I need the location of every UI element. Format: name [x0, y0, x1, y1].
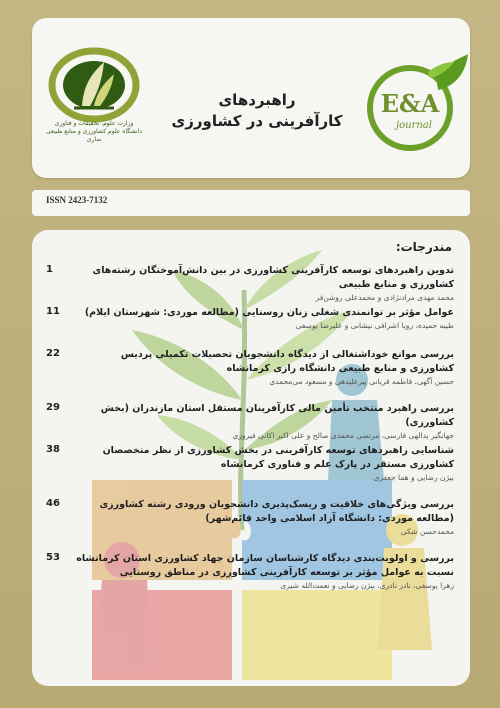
toc-entry[interactable]	[46, 306, 454, 331]
toc-article-title: بررسی ویژگی‌های خلاقیت و ریسک‌پذیری دانشجویان ورودی رشته کشاورزی (مطالعه موردی: دانشگاه آزاد اسلامی واحد قائم‌شهر)	[99, 499, 454, 524]
title-line-1: راهبردهای	[218, 91, 296, 109]
toc-article-title: بررسی و اولویت‌بندی دیدگاه کارشناسان سازمان جهاد کشاورزی استان کرمانشاه نسبت به عوامل مؤثر بر توسعه کارآفرینی کشاورزی در مناطق روستایی	[76, 553, 454, 578]
toc-content	[32, 230, 470, 686]
toc-entry[interactable]	[46, 348, 454, 387]
title-line-2: کارآفرینی در کشاورزی	[171, 112, 343, 130]
toc-page-number: 38	[46, 444, 60, 455]
journal-logo-subtext: journal	[396, 120, 432, 131]
table-of-contents	[32, 230, 470, 686]
journal-logo-text: E&A	[380, 89, 440, 118]
logo-caption-line-2: دانشگاه علوم کشاورزی و منابع طبیعی ساری	[46, 128, 142, 143]
toc-article-title: شناسایی راهبردهای توسعه کارآفرینی در بخش کشاورزی از نظر متخصصان کشاورزی مستقر در پارک علم و فناوری کرمانشاه	[102, 445, 454, 470]
toc-article-authors: زهرا یوسفی، نادر نادری، بیژن رضایی و نعمت‌الله شیری	[280, 581, 454, 590]
toc-entry[interactable]	[46, 498, 454, 537]
toc-article-authors: جهانگیر یدالهی فارسی، مرتضی محمدی صالح و علی اکبر اکانی فیروزی	[232, 431, 454, 440]
toc-entry[interactable]	[46, 552, 454, 591]
toc-page-number: 22	[46, 348, 60, 359]
toc-entry[interactable]	[46, 402, 454, 441]
toc-page-number: 11	[46, 306, 60, 317]
toc-entry[interactable]	[46, 444, 454, 483]
issn-text: ISSN 2423-7132	[46, 195, 108, 205]
toc-page-number: 53	[46, 552, 60, 563]
toc-heading: مندرجات:	[395, 240, 452, 254]
toc-page-number: 29	[46, 402, 60, 413]
toc-article-authors: محمدحسن شکی	[400, 527, 454, 536]
toc-article-title: عوامل مؤثر بر توانمندی شغلی زنان روستایی (مطالعه موردی: شهرستان ایلام)	[84, 307, 454, 318]
toc-article-title: تدوین راهبردهای توسعه کارآفرینی کشاورزی در بین دانش‌آموختگان رشته‌های کشاورزی و منابع طبیعی	[92, 265, 454, 290]
toc-article-title: بررسی راهبرد منتخب تأمین مالی کارآفرینان مستقل استان مازندران (بخش کشاورزی)	[100, 403, 454, 428]
header-card	[32, 18, 470, 178]
logo-caption	[40, 120, 148, 144]
journal-title	[162, 90, 352, 132]
toc-article-title: بررسی موانع خوداشتغالی از دیدگاه دانشجویان تحصیلات تکمیلی پردیس کشاورزی و منابع طبیعی دانشگاه رازی کرمانشاه	[120, 349, 454, 374]
toc-page-number: 1	[46, 264, 53, 275]
issn-bar	[32, 190, 470, 216]
toc-article-authors: بیژن رضایی و هما جعفری	[373, 473, 454, 482]
toc-entry[interactable]	[46, 264, 454, 303]
toc-article-authors: حسین آگهی، فاطمه قربانی پیرعلیدهی و مسعود می‌محمدی	[269, 377, 454, 386]
toc-article-authors: طیبه حمیده، رویا اشرافی نیشانی و علیرضا یوسفی	[295, 321, 454, 330]
toc-article-authors: محمد مهدی مرادنژادی و محمدعلی روشن‌فر	[315, 293, 454, 302]
journal-logo-icon	[358, 50, 470, 160]
logo-caption-line-1: وزارت علوم، تحقیقات و فناوری	[54, 120, 134, 127]
toc-page-number: 46	[46, 498, 60, 509]
